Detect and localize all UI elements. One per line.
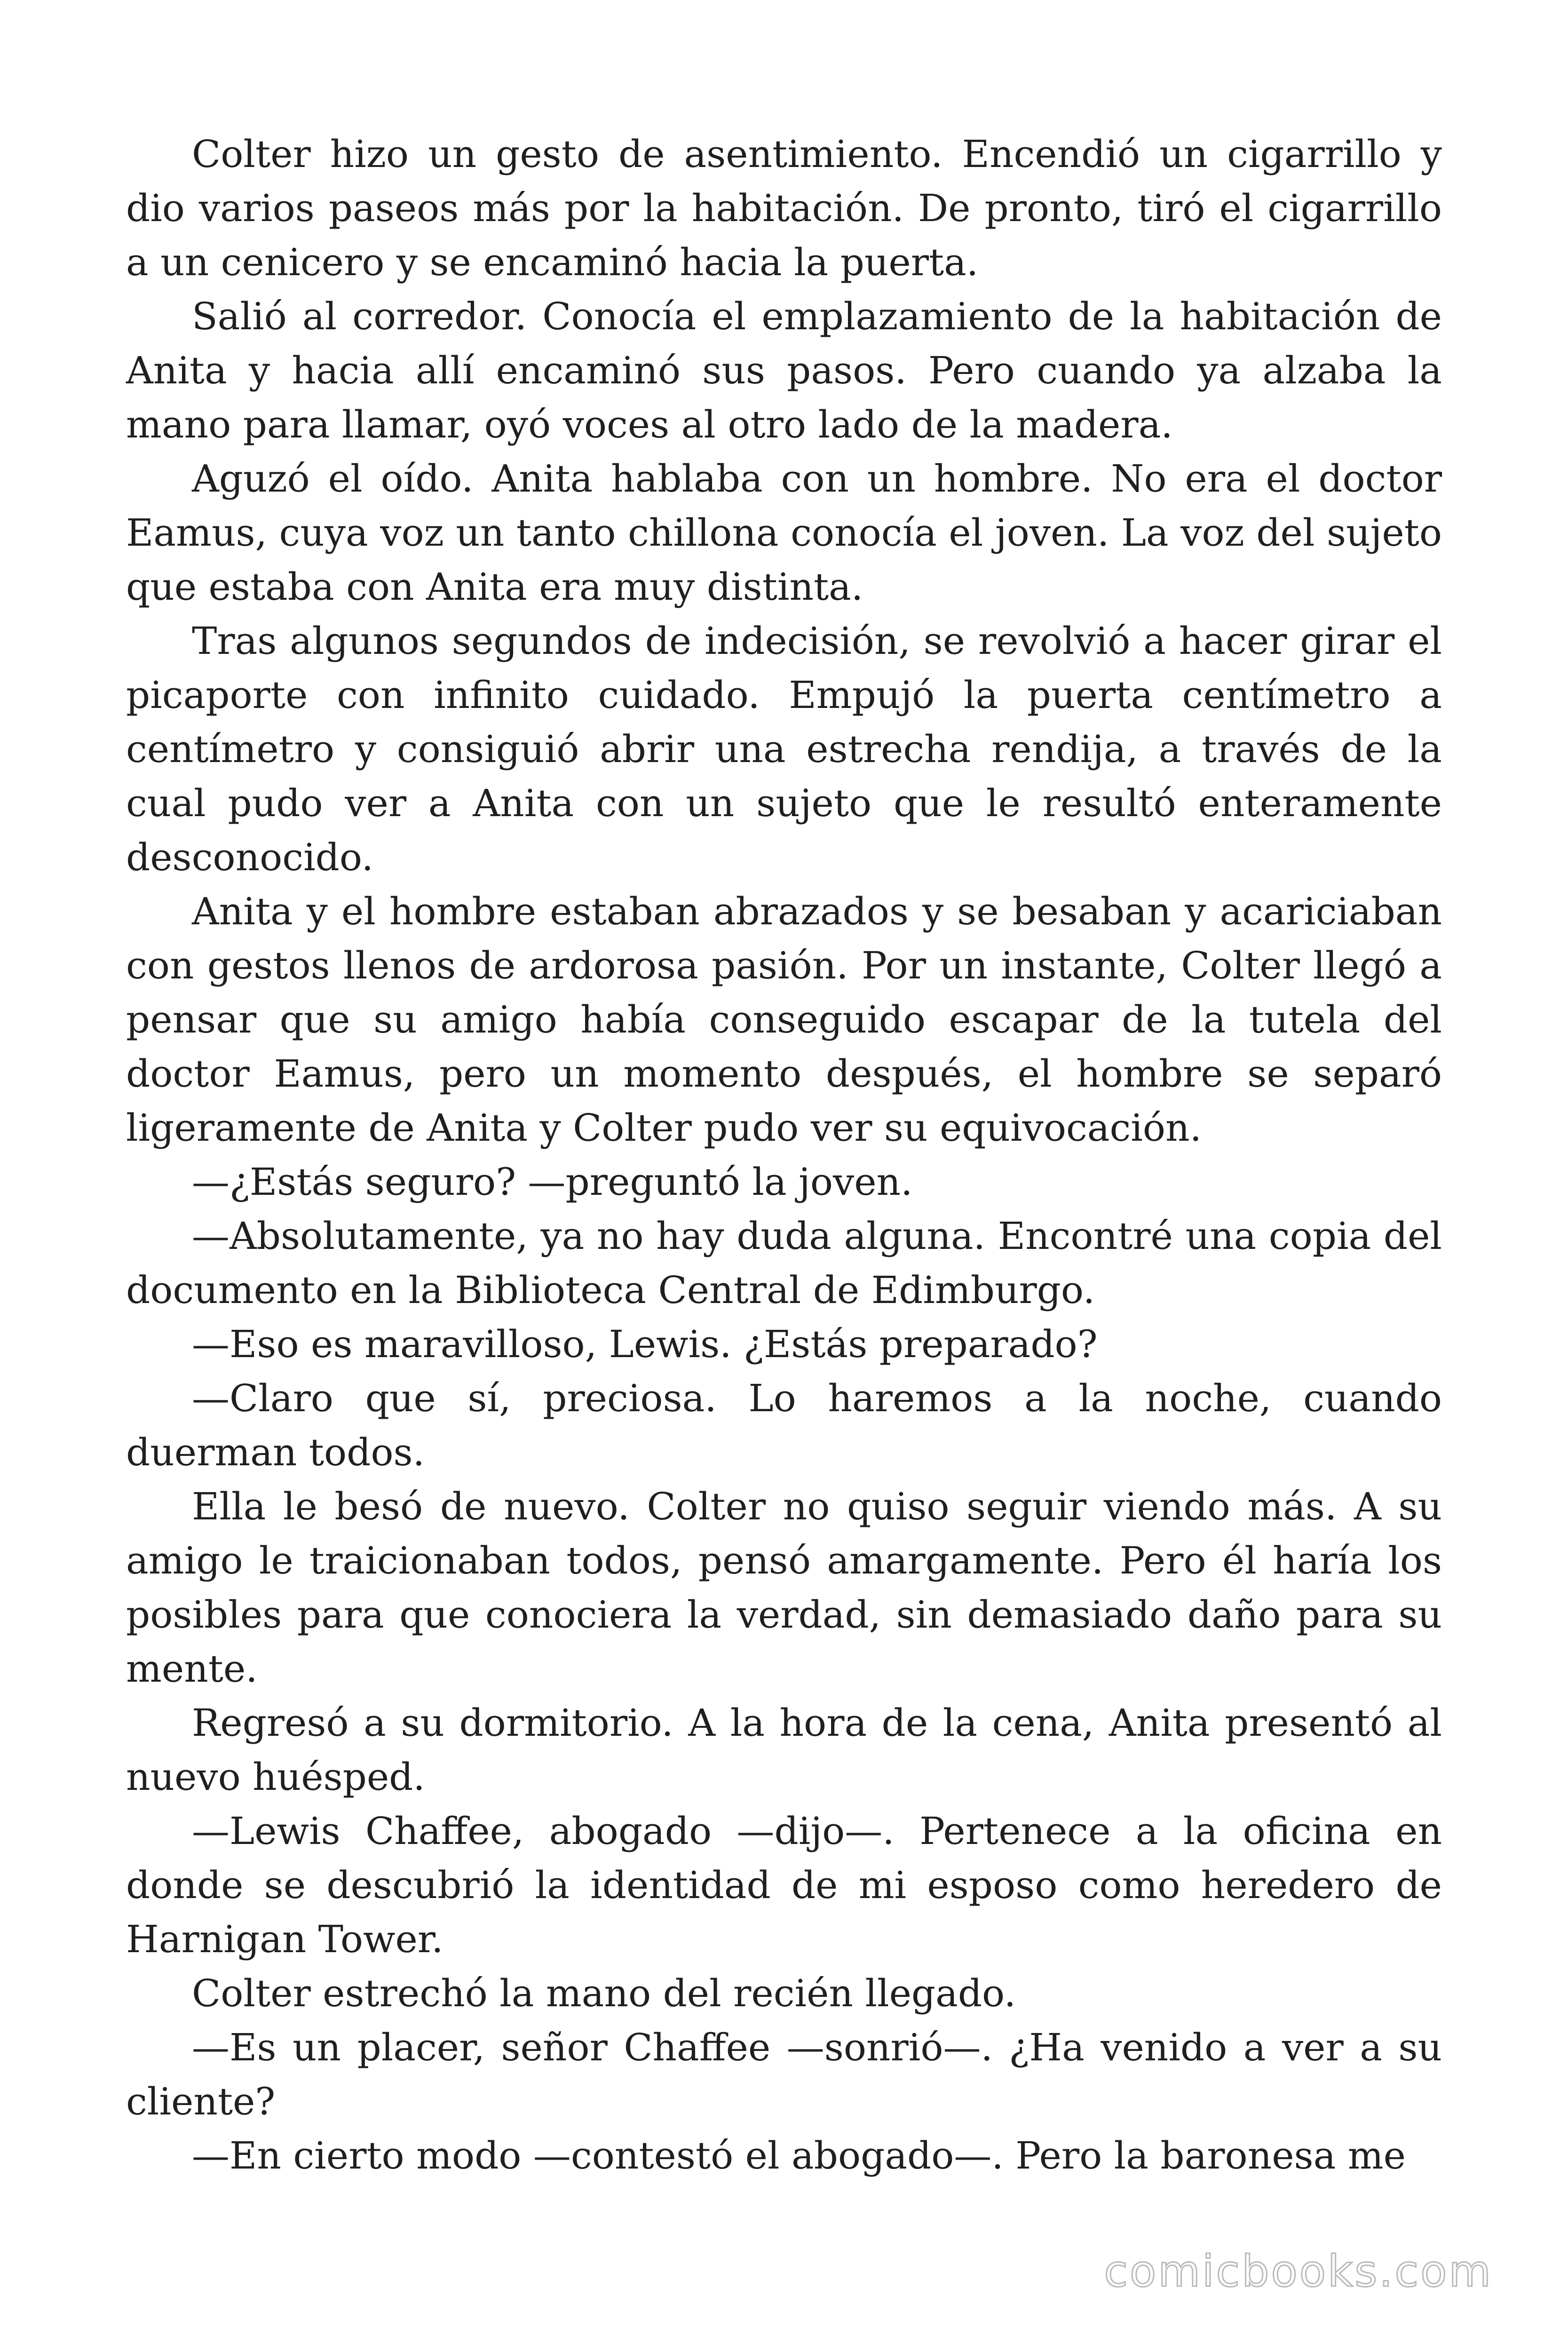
paragraph: Colter estrechó la mano del recién llegado.	[192, 1971, 1016, 2015]
page-text	[126, 127, 1442, 2183]
watermark: comicbooks.com	[1104, 2246, 1493, 2296]
paragraph: —Lewis Chaffee, abogado —dijo—. Pertenece a la oficina en donde se descubrió la identidad de mi esposo como heredero de Harnigan Tower.	[126, 1809, 1442, 1961]
paragraph: Regresó a su dormitorio. A la hora de la cena, Anita presentó al nuevo huésped.	[126, 1701, 1442, 1799]
paragraph: —Eso es maravilloso, Lewis. ¿Estás preparado?	[192, 1322, 1098, 1366]
paragraph: Ella le besó de nuevo. Colter no quiso seguir viendo más. A su amigo le traicionaban todos, pensó amargamente. Pero él haría los posibles para que conociera la verdad, sin demasiado daño para su mente.	[126, 1485, 1442, 1691]
paragraph: Tras algunos segundos de indecisión, se revolvió a hacer girar el picaporte con infinito cuidado. Empujó la puerta centímetro a centímetro y consiguió abrir una estrecha rendija, a través de la cual pudo ver a Anita con un sujeto que le resultó enteramente desconocido.	[126, 619, 1442, 879]
paragraph: —Claro que sí, preciosa. Lo haremos a la noche, cuando duerman todos.	[126, 1376, 1442, 1474]
paragraph: —Es un placer, señor Chaffee —sonrió—. ¿Ha venido a ver a su cliente?	[126, 2026, 1442, 2123]
paragraph: Anita y el hombre estaban abrazados y se besaban y acariciaban con gestos llenos de ardorosa pasión. Por un instante, Colter llegó a pensar que su amigo había conseguido escapar de la tutela del doctor Eamus, pero un momento después, el hombre se separó ligeramente de Anita y Colter pudo ver su equivocación.	[126, 890, 1442, 1150]
paragraph: Aguzó el oído. Anita hablaba con un hombre. No era el doctor Eamus, cuya voz un tanto chillona conocía el joven. La voz del sujeto que estaba con Anita era muy distinta.	[126, 457, 1442, 609]
paragraph: Salió al corredor. Conocía el emplazamiento de la habitación de Anita y hacia allí encaminó sus pasos. Pero cuando ya alzaba la mano para llamar, oyó voces al otro lado de la madera.	[126, 294, 1442, 446]
paragraph: —En cierto modo —contestó el abogado—. Pero la baronesa me	[192, 2134, 1406, 2177]
paragraph: Colter hizo un gesto de asentimiento. Encendió un cigarrillo y dio varios paseos más por la habitación. De pronto, tiró el cigarrillo a un cenicero y se encaminó hacia la puerta.	[126, 132, 1442, 284]
paragraph: —Absolutamente, ya no hay duda alguna. Encontré una copia del documento en la Biblioteca Central de Edimburgo.	[126, 1214, 1442, 1312]
paragraph: —¿Estás seguro? —preguntó la joven.	[192, 1160, 913, 1204]
